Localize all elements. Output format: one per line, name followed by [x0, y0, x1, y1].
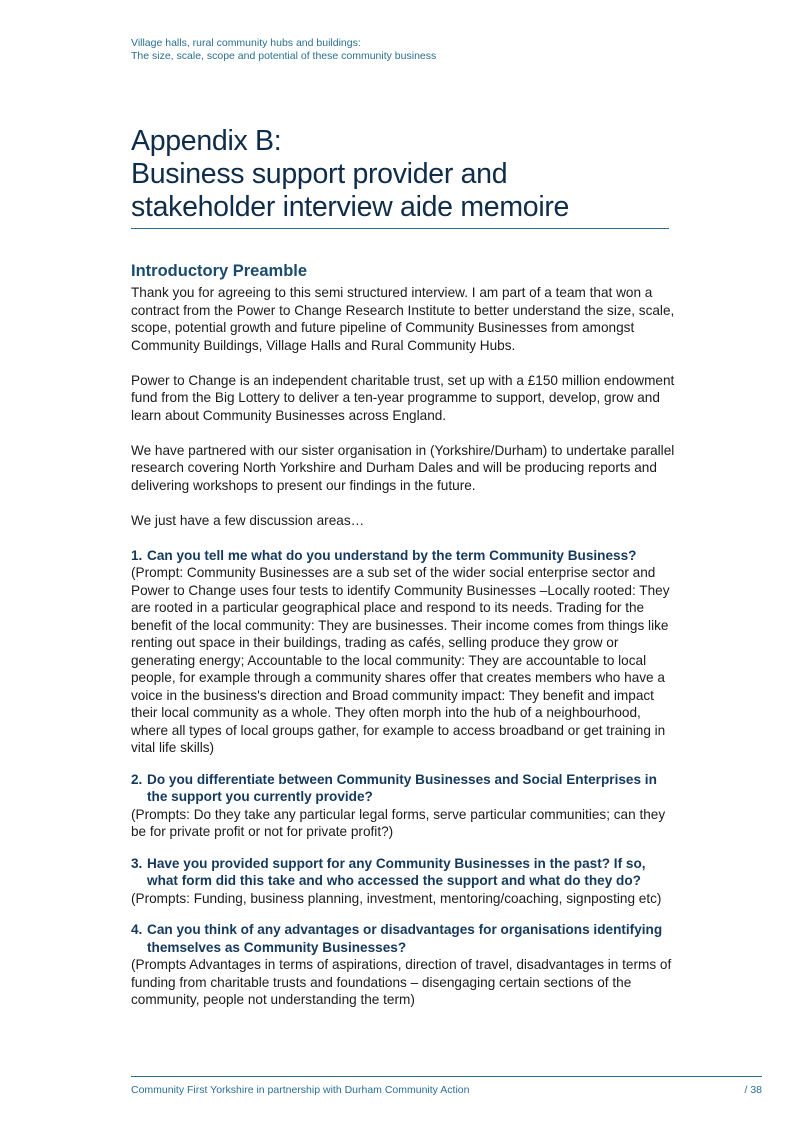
question-2 — [131, 771, 676, 806]
footer-credit: Community First Yorkshire in partnership with Durham Community Action — [131, 1084, 470, 1096]
question-4 — [131, 921, 676, 956]
page-number: / 38 — [744, 1084, 762, 1096]
question-number: 4. — [131, 922, 143, 937]
question-1 — [131, 547, 676, 565]
title-divider — [131, 228, 669, 229]
preamble-paragraph-2: Power to Change is an independent charitable trust, set up with a £150 million endowment fund from the Big Lottery to deliver a ten-year programme to support, develop, grow and learn about Community Businesses across England. — [131, 372, 675, 423]
preamble-paragraph-3: We have partnered with our sister organisation in (Yorkshire/Durham) to undertake parallel research covering North Yorkshire and Durham Dales and will be producing reports and delivering workshops to present our findings in the future. — [131, 442, 675, 493]
question-1-prompt: (Prompt: Community Businesses are a sub set of the wider social enterprise sector and Power to Change uses four tests to identify Community Businesses –Locally rooted: They are rooted in a particular geographical place and respond to its needs. Trading for the benefit of the local community: They are businesses. Their income comes from things like renting out space in their buildings, trading as cafés, selling produce they grow or generating energy; Accountable to the local community: They are accountable to local people, for example through a community shares offer that creates members who have a voice in the business's direction and Broad community impact: They benefit and impact their local community as a whole. They often morph into the hub of a neighbourhood, where all types of local groups gather, for example to access broadband or get training in vital life skills) — [131, 565, 670, 755]
running-header-line-1: Village halls, rural community hubs and buildings: — [131, 37, 361, 49]
preamble-paragraph-4: We just have a few discussion areas… — [131, 512, 365, 528]
question-number: 2. — [131, 771, 143, 787]
question-text: Do you differentiate between Community Businesses and Social Enterprises in the support you currently provide? — [147, 771, 657, 804]
footer-divider — [131, 1076, 762, 1077]
title-line-3: stakeholder interview aide memoire — [131, 191, 570, 223]
question-text: Can you tell me what do you understand by the term Community Business? — [147, 547, 637, 563]
preamble-paragraph-1: Thank you for agreeing to this semi structured interview. I am part of a team that won a contract from the Power to Change Research Institute to better understand the size, scale, scope, potential growth and future pipeline of Community Businesses from amongst Community Buildings, Village Halls and Rural Community Hubs. — [131, 285, 675, 353]
question-2-prompt: (Prompts: Do they take any particular legal forms, serve particular communities; can they be for private profit or not for private profit?) — [131, 806, 666, 839]
running-header — [131, 37, 436, 63]
question-text: Have you provided support for any Community Businesses in the past? If so, what form did this take and who accessed the support and what do they do? — [147, 855, 646, 888]
title-line-1: Appendix B: — [131, 125, 282, 157]
question-4-prompt: (Prompts Advantages in terms of aspirations, direction of travel, disadvantages in terms of funding from charitable trusts and foundations – disengaging certain sections of the community, people not understanding the term) — [131, 957, 672, 1007]
section-heading: Introductory Preamble — [131, 262, 308, 280]
question-number: 3. — [131, 855, 143, 871]
main-content — [131, 260, 676, 1023]
question-text: Can you think of any advantages or disadvantages for organisations identifying themselves as Community Businesses? — [147, 922, 663, 955]
question-3-prompt: (Prompts: Funding, business planning, investment, mentoring/coaching, signposting etc) — [131, 890, 662, 906]
title-line-2: Business support provider and — [131, 158, 508, 190]
question-number: 1. — [131, 547, 143, 563]
running-header-line-2: The size, scale, scope and potential of these community business — [131, 50, 437, 62]
question-3 — [131, 855, 676, 890]
page-title — [131, 125, 669, 224]
